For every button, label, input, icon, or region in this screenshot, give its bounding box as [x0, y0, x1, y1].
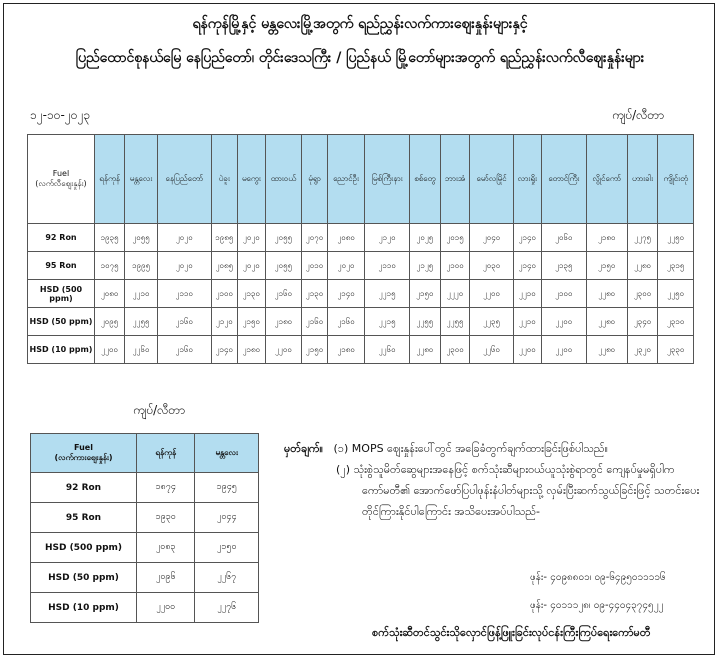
retail-fuel-sublabel: (လက်လီဈေးနှုန်း): [35, 178, 87, 188]
retail-price-cell: ၂၂၇၅: [627, 224, 658, 252]
retail-city-header: မြစ်ကြီးနား: [365, 135, 410, 224]
retail-price-cell: ၂၁၆၀: [302, 308, 328, 336]
retail-price-cell: ၂၁၂၀: [365, 224, 410, 252]
retail-price-cell: ၂၀၈၅: [211, 252, 238, 280]
retail-price-cell: ၂၀၂၀: [238, 224, 266, 252]
retail-fuel-header: [28, 135, 95, 224]
retail-price-cell: ၂၀၄၀: [470, 224, 513, 252]
retail-price-cell: ၂၁၄၀: [513, 224, 541, 252]
retail-price-cell: ၂၁၆၀: [327, 308, 365, 336]
table-row: [28, 252, 694, 280]
retail-city-header: ကျိုင်းတုံ: [658, 135, 694, 224]
retail-city-header: ဟားခါး: [627, 135, 658, 224]
retail-fuel-name: 95 Ron: [28, 252, 95, 280]
table-row: [31, 563, 259, 593]
wholesale-price-cell: ၂၁၅၀: [195, 533, 259, 563]
retail-price-cell: ၂၀၈၀: [95, 280, 125, 308]
retail-price-cell: ၁၉၉၅: [125, 252, 158, 280]
retail-price-cell: ၂၁၀၀: [542, 280, 587, 308]
table-row: [28, 336, 694, 364]
retail-table-body: [28, 224, 694, 364]
retail-price-cell: ၂၂၂၀: [440, 280, 470, 308]
retail-price-cell: ၂၂၆၀: [125, 336, 158, 364]
wholesale-col-mandalay: မန္တလေး: [195, 434, 259, 473]
retail-price-cell: ၂၂၈၀: [627, 252, 658, 280]
retail-city-header: ထားဝယ်: [265, 135, 302, 224]
retail-price-cell: ၂၀၈၀: [327, 224, 365, 252]
retail-price-cell: ၂၀၂၀: [157, 224, 211, 252]
retail-price-cell: ၂၁၅၀: [409, 280, 440, 308]
retail-fuel-name: HSD (500 ppm): [28, 280, 95, 308]
retail-city-header: တောင်ကြီး: [542, 135, 587, 224]
note-1-text: MOPS ဈေးနှုန်းပေါ်တွင် အခြေခံတွက်ချက်ထားခြင်းဖြစ်ပါသည်။: [351, 442, 608, 455]
retail-price-cell: ၂၁၀၀: [440, 252, 470, 280]
note-2: [284, 459, 704, 480]
retail-price-cell: ၂၃၃၀: [658, 336, 694, 364]
wholesale-price-cell: ၂၀၈၃: [137, 533, 195, 563]
retail-fuel-name: HSD (50 ppm): [28, 308, 95, 336]
wholesale-price-cell: ၂၂၇၆: [195, 593, 259, 623]
wholesale-fuel-name: 92 Ron: [31, 473, 137, 503]
retail-price-cell: ၂၂၅၅: [409, 308, 440, 336]
retail-price-cell: ၂၁၅၀: [302, 336, 328, 364]
retail-price-cell: ၂၁၃၅: [542, 252, 587, 280]
notes-label: မှတ်ချက်။: [284, 442, 324, 455]
wholesale-fuel-name: HSD (500 ppm): [31, 533, 137, 563]
retail-price-cell: ၂၂၅၅: [440, 308, 470, 336]
retail-price-cell: ၂၁၈၀: [586, 224, 627, 252]
note-1: [284, 438, 704, 459]
retail-city-header: လားရှိုး: [513, 135, 541, 224]
retail-fuel-name: 92 Ron: [28, 224, 95, 252]
retail-price-cell: ၂၂၁၀: [513, 280, 541, 308]
retail-price-cell: ၂၀၉၅: [95, 308, 125, 336]
retail-price-cell: ၂၀၂၅: [409, 224, 440, 252]
retail-price-cell: ၂၁၁၀: [157, 280, 211, 308]
retail-price-cell: ၂၁၃၀: [302, 280, 328, 308]
table-row: [31, 503, 259, 533]
date: ၁၂-၁၀-၂၀၂၃: [30, 108, 91, 122]
retail-city-header: လွိုင်ကော်: [586, 135, 627, 224]
table-row: [28, 224, 694, 252]
retail-price-cell: ၂၂၁၅: [365, 280, 410, 308]
retail-price-cell: ၂၂၁၀: [125, 280, 158, 308]
retail-price-cell: ၁၀၇၅: [95, 252, 125, 280]
retail-city-header: စစ်တွေ: [409, 135, 440, 224]
retail-price-cell: ၂၀၃၀: [470, 252, 513, 280]
retail-city-header: နေပြည်တော်: [157, 135, 211, 224]
unit-label-bottom: ကျပ်/လီတာ: [133, 403, 186, 417]
retail-table-header-row: [28, 135, 694, 224]
note-2-number: (၂): [336, 463, 350, 476]
retail-price-table: [27, 134, 694, 364]
retail-price-cell: ၂၁၄၀: [327, 280, 365, 308]
committee-name: စက်သုံးဆီတင်သွင်းသိုလှောင်ဖြန့်ဖြူးခြင်းလုပ်ငန်းကြီးကြပ်ရေးကော်မတီ: [372, 626, 651, 639]
phone-line-1: ဖုန်း- ၄၀၉၈၈၀၁၊ ၀၉-၆၄၉၅၀၁၁၁၁၆: [530, 572, 666, 583]
wholesale-table-header-row: [31, 434, 259, 473]
table-row: [31, 593, 259, 623]
retail-price-cell: ၂၂၈၀: [409, 336, 440, 364]
retail-city-header: မကွေး: [238, 135, 266, 224]
retail-city-header: ဘားအံ: [440, 135, 470, 224]
retail-price-cell: ၂၁၂၀: [211, 308, 238, 336]
retail-price-cell: ၂၂၆၀: [365, 336, 410, 364]
retail-price-cell: ၂၀၁၀: [302, 252, 328, 280]
retail-price-cell: ၂၂၀၀: [542, 336, 587, 364]
retail-price-cell: ၂၁၈၀: [238, 336, 266, 364]
retail-price-cell: ၂၃၄၀: [627, 308, 658, 336]
wholesale-fuel-header: [31, 434, 137, 473]
retail-price-cell: ၂၂၀၀: [265, 336, 302, 364]
table-row: [31, 533, 259, 563]
retail-price-cell: ၂၃၀၀: [440, 336, 470, 364]
retail-price-cell: ၂၀၅၅: [265, 252, 302, 280]
title-line-2: ပြည်ထောင်စုနယ်မြေ နေပြည်တော်၊ တိုင်းဒေသကြီး / ပြည်နယ် မြို့တော်များအတွက် ရည်ညွှန်းလက်လီဈေးနှုန်းများ: [75, 50, 645, 66]
retail-price-cell: ၂၂၆၀: [470, 336, 513, 364]
table-row: [28, 308, 694, 336]
retail-fuel-name: HSD (10 ppm): [28, 336, 95, 364]
retail-price-cell: ၂၀၁၅: [440, 224, 470, 252]
retail-city-header: မုံရွာ: [302, 135, 328, 224]
retail-price-cell: ၂၁၆၀: [157, 308, 211, 336]
retail-price-cell: ၂၀၂၀: [157, 252, 211, 280]
retail-price-cell: ၂၃၁၅: [658, 252, 694, 280]
retail-price-cell: ၂၂၀၀: [513, 336, 541, 364]
retail-price-cell: ၂၁၈၀: [265, 308, 302, 336]
notes-section: [284, 438, 704, 522]
retail-price-cell: ၂၂၅၅: [125, 308, 158, 336]
retail-price-cell: ၂၂၁၅: [365, 308, 410, 336]
wholesale-price-cell: ၁၉၃၀: [137, 503, 195, 533]
note-1-number: (၁): [333, 442, 349, 455]
wholesale-fuel-name: HSD (50 ppm): [31, 563, 137, 593]
wholesale-price-cell: ၂၂၀၀: [137, 593, 195, 623]
retail-price-cell: ၂၀၅၅: [265, 224, 302, 252]
wholesale-fuel-sublabel: (လက်ကားဈေးနှုန်း): [54, 452, 113, 462]
wholesale-price-cell: ၂၂၆၇: [195, 563, 259, 593]
retail-price-cell: ၂၃၁၀: [658, 308, 694, 336]
retail-price-cell: ၂၀၇၀: [302, 224, 328, 252]
retail-price-cell: ၂၂၁၀: [513, 308, 541, 336]
retail-price-cell: ၂၂၈၀: [586, 280, 627, 308]
retail-price-cell: ၂၁၅၀: [238, 308, 266, 336]
retail-price-cell: ၂၂၈၀: [586, 336, 627, 364]
retail-price-cell: ၂၀၂၀: [327, 252, 365, 280]
wholesale-fuel-name: 95 Ron: [31, 503, 137, 533]
table-row: [31, 473, 259, 503]
retail-price-cell: ၂၁၈၀: [327, 336, 365, 364]
retail-price-cell: ၂၁၆၀: [157, 336, 211, 364]
retail-price-cell: ၂၂၃၅: [470, 308, 513, 336]
retail-price-cell: ၂၀၆၀: [542, 224, 587, 252]
note-2-line-3: တိုင်ကြားနိုင်ပါကြောင်း အသိပေးအပ်ပါသည်-: [362, 505, 540, 518]
retail-price-cell: ၂၁၄၀: [513, 252, 541, 280]
note-2-line-2: ကော်မတီ၏ အောက်ဖော်ပြပါဖုန်းနံပါတ်များသို့ လှမ်းပြီးဆက်သွယ်ခြင်းဖြင့် သတင်းပေး: [362, 484, 700, 497]
wholesale-price-cell: ၁၉၄၅: [195, 473, 259, 503]
retail-fuel-label: Fuel: [52, 168, 70, 178]
wholesale-fuel-name: HSD (10 ppm): [31, 593, 137, 623]
wholesale-price-cell: ၂၀၉၆: [137, 563, 195, 593]
retail-city-header: ပဲခူး: [211, 135, 238, 224]
retail-price-cell: ၂၂၅၀: [658, 280, 694, 308]
phone-line-2: ဖုန်း- ၄၀၁၁၁၂၈၊ ၀၉-၄၄၀၄၃၇၄၅၂၂: [530, 600, 664, 611]
wholesale-price-cell: ၂၀၄၄: [195, 503, 259, 533]
retail-price-cell: ၂၂၀၀: [542, 308, 587, 336]
retail-price-cell: ၂၀၂၀: [238, 252, 266, 280]
retail-price-cell: ၂၀၅၅: [125, 224, 158, 252]
wholesale-fuel-label: Fuel: [74, 442, 93, 452]
wholesale-price-cell: ၁၈၇၄: [137, 473, 195, 503]
table-row: [28, 280, 694, 308]
retail-price-cell: ၂၃၂၀: [627, 336, 658, 364]
retail-price-cell: ၂၂၈၀: [586, 308, 627, 336]
retail-price-cell: ၂၂၀၀: [470, 280, 513, 308]
retail-city-header: မန္တလေး: [125, 135, 158, 224]
retail-price-cell: ၂၁၃၀: [238, 280, 266, 308]
retail-price-cell: ၂၁၅၀: [586, 252, 627, 280]
wholesale-price-table: [30, 433, 259, 623]
retail-price-cell: ၂၂၅၀: [658, 224, 694, 252]
unit-label-top: ကျပ်/လီတာ: [612, 108, 665, 122]
retail-price-cell: ၂၂၀၀: [95, 336, 125, 364]
retail-price-cell: ၁၉၃၅: [95, 224, 125, 252]
title-line-1: ရန်ကုန်မြို့နှင့် မန္တလေးမြို့အတွက် ရည်ညွှန်းလက်ကားဈေးနှုန်းများနှင့်: [192, 16, 528, 32]
retail-price-cell: ၂၃၀၀: [627, 280, 658, 308]
retail-price-cell: ၂၁၆၀: [265, 280, 302, 308]
retail-city-header: မော်လမြိုင်: [470, 135, 513, 224]
note-2-line-1: သုံးစွဲသူမိတ်ဆွေများအနေဖြင့် စက်သုံးဆီများဝယ်ယူသုံးစွဲရာတွင် ကျေနပ်မှုမရှိပါက: [353, 463, 675, 476]
retail-price-cell: ၁၉၈၅: [211, 224, 238, 252]
retail-price-cell: ၂၁၄၀: [211, 336, 238, 364]
retail-price-cell: ၂၁၁၀: [365, 252, 410, 280]
wholesale-col-yangon: ရန်ကုန်: [137, 434, 195, 473]
retail-price-cell: ၂၁၀၀: [211, 280, 238, 308]
retail-city-header: ညောင်ဦး: [327, 135, 365, 224]
retail-price-cell: ၂၁၂၅: [409, 252, 440, 280]
retail-city-header: ရန်ကုန်: [95, 135, 125, 224]
